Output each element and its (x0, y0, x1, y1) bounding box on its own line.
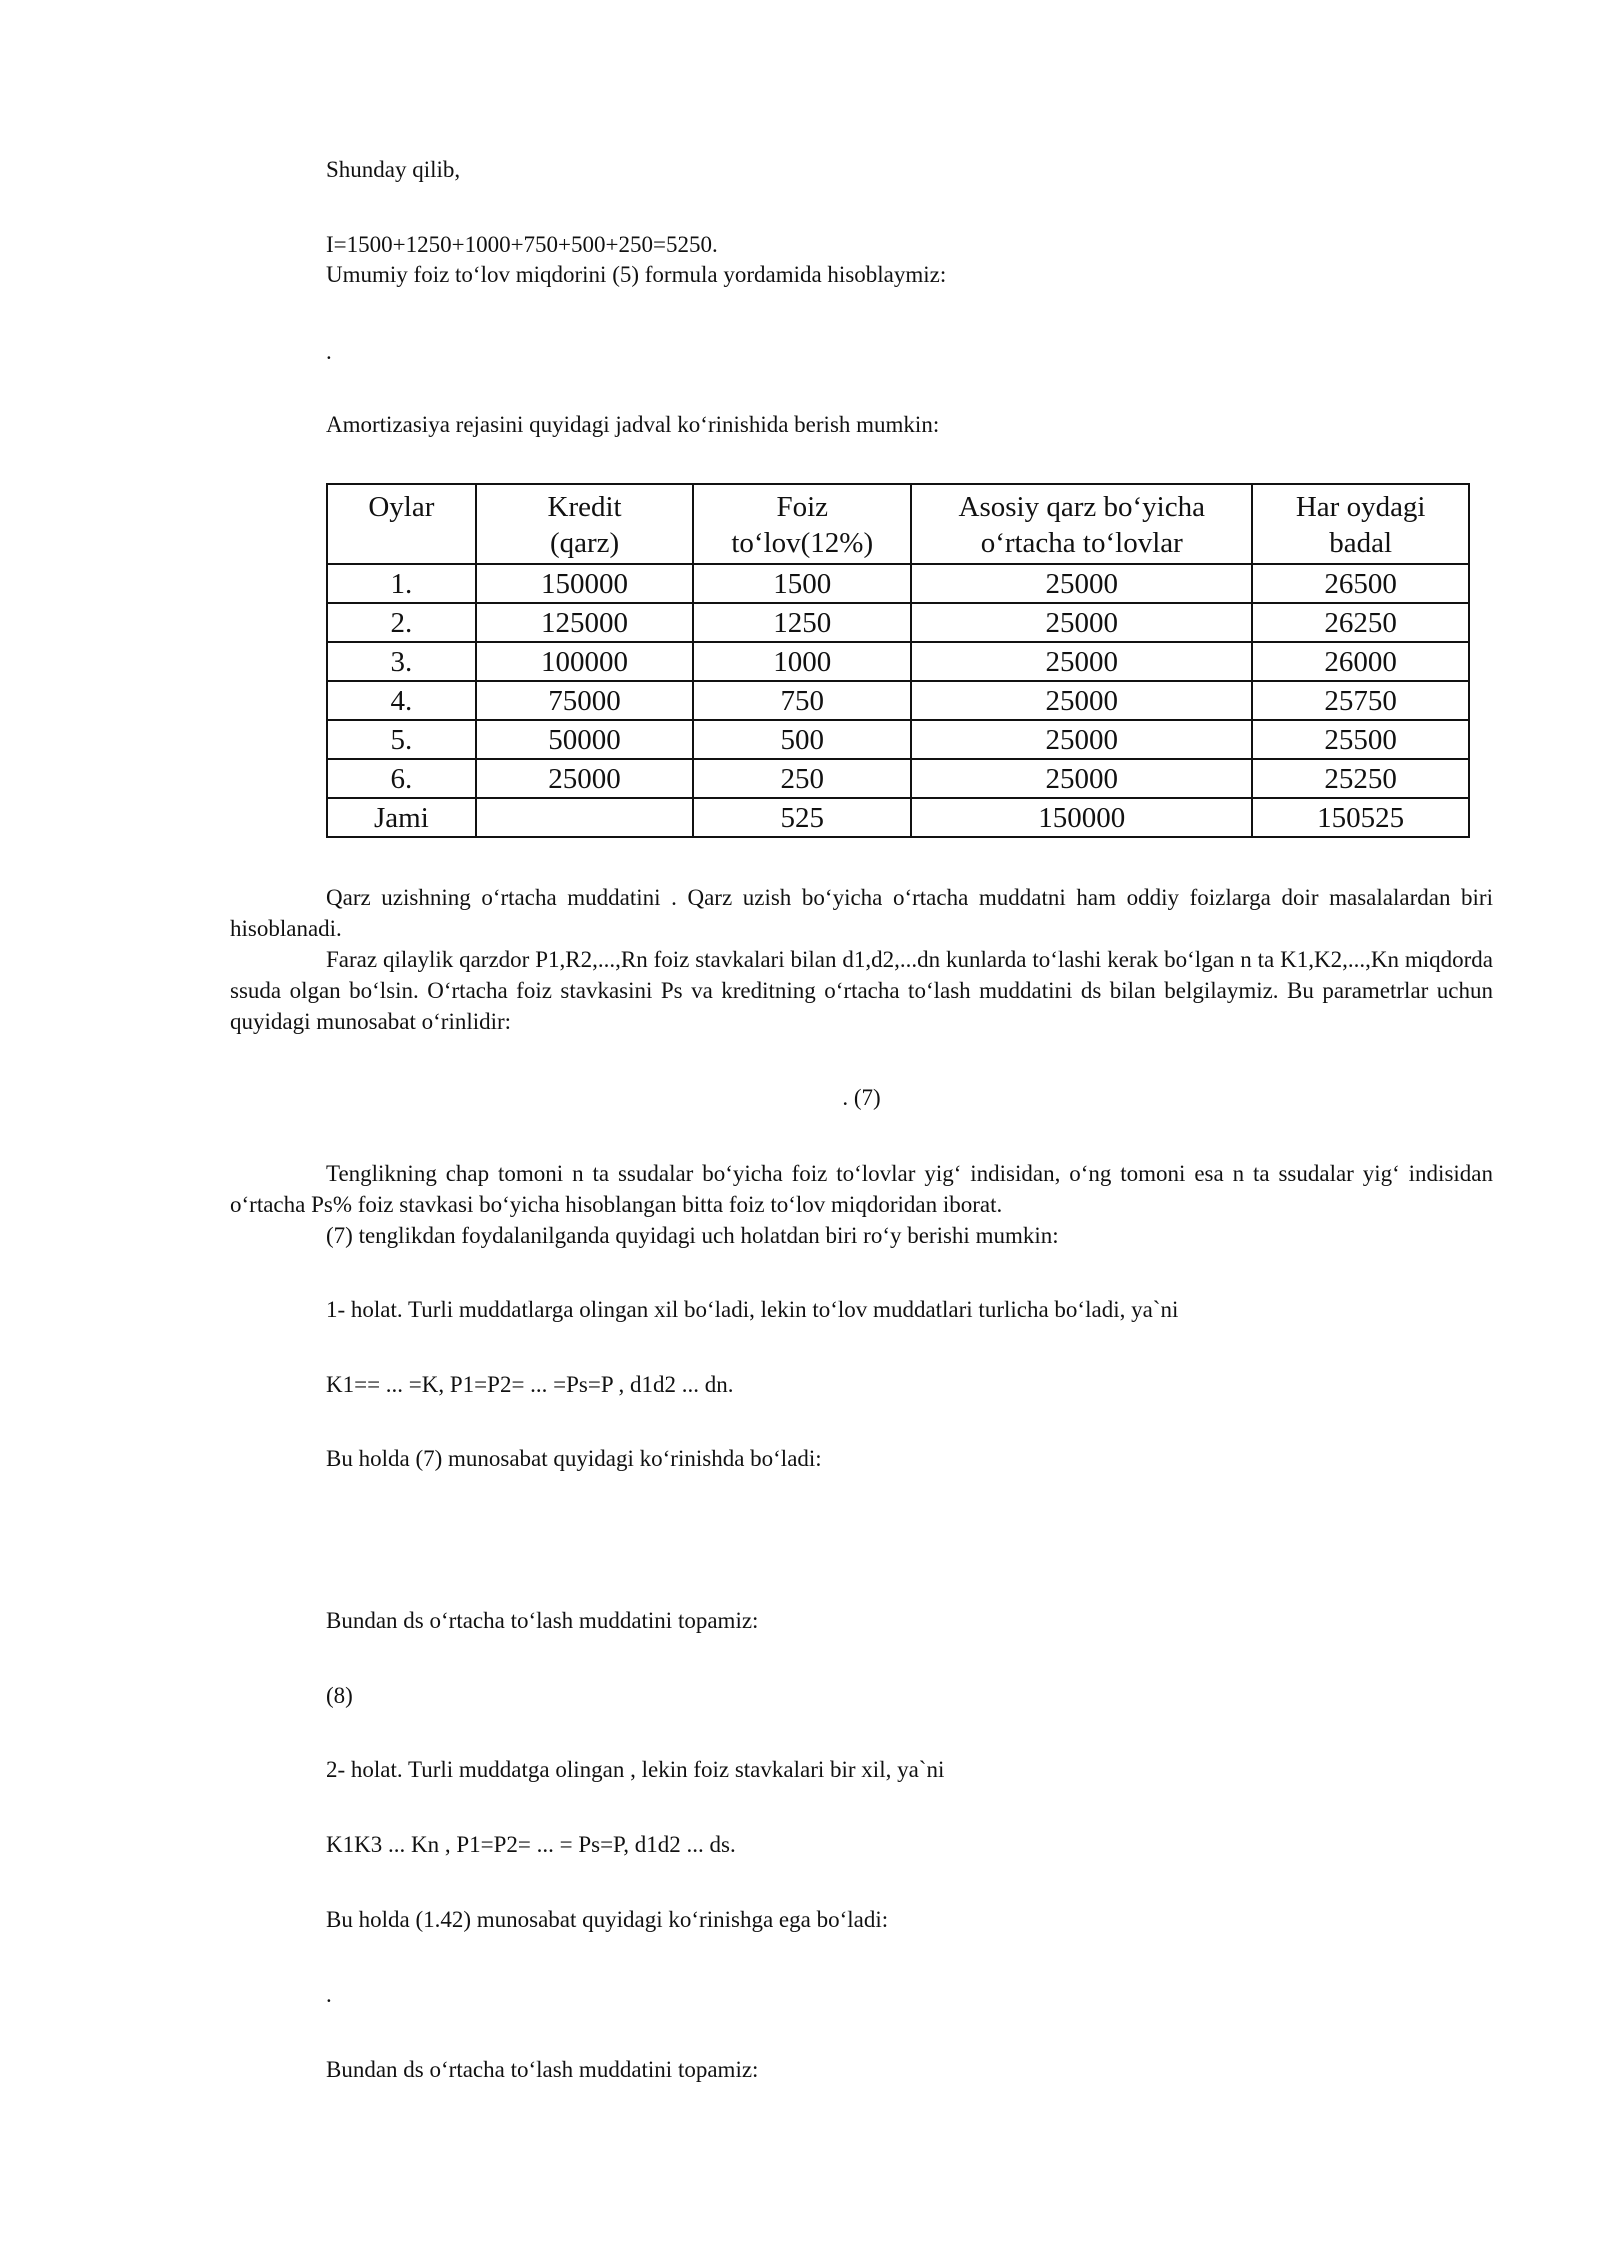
table-cell: 25000 (911, 603, 1252, 642)
table-row (327, 720, 1469, 759)
table-cell: 6. (327, 759, 476, 798)
table-cell: 50000 (476, 720, 694, 759)
table-cell: 3. (327, 642, 476, 681)
intro-text: Shunday qilib, (326, 157, 461, 182)
table-cell: 4. (327, 681, 476, 720)
table-cell: 125000 (476, 603, 694, 642)
table-cell (476, 798, 694, 837)
tenglik7-text: (7) tenglikdan foydalanilganda quyidagi uch holatdan biri ro‘y berishi mumkin: (326, 1223, 1059, 1248)
table-cell: 250 (693, 759, 911, 798)
header-har-oydagi: Har oydagi badal (1252, 484, 1469, 564)
table-cell: 1. (327, 564, 476, 603)
table-row (327, 642, 1469, 681)
table-cell: 25750 (1252, 681, 1469, 720)
table-cell: 26500 (1252, 564, 1469, 603)
equation-7-label: . (7) (842, 1085, 881, 1110)
table-cell: 150000 (476, 564, 694, 603)
table-cell: 25000 (476, 759, 694, 798)
header-foiz: Foiz to‘lov(12%) (693, 484, 911, 564)
bundan2-text: Bundan ds o‘rtacha to‘lash muddatini topamiz: (326, 2057, 759, 2082)
table-cell: 2. (327, 603, 476, 642)
table-header-row (327, 484, 1469, 564)
table-cell: 525 (693, 798, 911, 837)
tenglik-paragraph: Tenglikning chap tomoni n ta ssudalar bo‘yicha foiz to‘lovlar yig‘ indisidan, o‘ng tomoni esa n ta ssudalar yig‘ indisidan o‘rtacha Ps% foiz stavkasi bo‘yicha hisoblangan bitta foiz to‘lov miqdoridan iborat. (230, 1161, 1493, 1217)
table-cell: 150000 (911, 798, 1252, 837)
table-cell: 25000 (911, 642, 1252, 681)
amortization-table (326, 483, 1470, 838)
table-row (327, 759, 1469, 798)
table-cell: 26000 (1252, 642, 1469, 681)
formula-i: I=1500+1250+1000+750+500+250=5250. (326, 232, 718, 257)
table-cell: 25000 (911, 564, 1252, 603)
table-total-row (327, 798, 1469, 837)
umumiy-text: Umumiy foiz to‘lov miqdorini (5) formula yordamida hisoblaymiz: (326, 262, 947, 287)
holat2-text: 2- holat. Turli muddatga olingan , lekin foiz stavkalari bir xil, ya`ni (326, 1757, 945, 1782)
header-asosiy-qarz: Asosiy qarz bo‘yicha o‘rtacha to‘lovlar (911, 484, 1252, 564)
table-cell: 25500 (1252, 720, 1469, 759)
table-cell: 750 (693, 681, 911, 720)
formula-placeholder-dot-2: . (326, 1982, 332, 2007)
table-cell: 25000 (911, 720, 1252, 759)
bundan1-text: Bundan ds o‘rtacha to‘lash muddatini topamiz: (326, 1608, 759, 1633)
formula-placeholder-dot: . (326, 339, 332, 364)
header-oylar: Oylar (327, 484, 476, 564)
table-row (327, 603, 1469, 642)
table-cell: 75000 (476, 681, 694, 720)
header-kredit: Kredit (qarz) (476, 484, 694, 564)
table-cell: 500 (693, 720, 911, 759)
table-cell: 1000 (693, 642, 911, 681)
equation-8-label: (8) (326, 1683, 353, 1708)
table-cell: Jami (327, 798, 476, 837)
table-cell: 25000 (911, 759, 1252, 798)
faraz-paragraph: Faraz qilaylik qarzdor P1,R2,...,Rn foiz stavkalari bilan d1,d2,...dn kunlarda to‘lashi kerak bo‘lgan n ta K1,K2,...,Kn miqdorda ssuda olgan bo‘lsin. O‘rtacha foiz stavkasini Ps va kreditning o‘rtacha to‘lash muddatini ds bilan belgilaymiz. Bu parametrlar uchun quyidagi munosabat o‘rinlidir: (230, 947, 1493, 1034)
table-cell: 150525 (1252, 798, 1469, 837)
table-cell: 26250 (1252, 603, 1469, 642)
bu-holda2-text: Bu holda (1.42) munosabat quyidagi ko‘rinishga ega bo‘ladi: (326, 1907, 889, 1932)
table-cell: 1250 (693, 603, 911, 642)
table-cell: 25000 (911, 681, 1252, 720)
table-cell: 5. (327, 720, 476, 759)
table-cell: 1500 (693, 564, 911, 603)
table-row (327, 681, 1469, 720)
k1-formula: K1== ... =K, P1=P2= ... =Ps=P , d1d2 ... dn. (326, 1372, 734, 1397)
bu-holda1-text: Bu holda (7) munosabat quyidagi ko‘rinishda bo‘ladi: (326, 1446, 822, 1471)
table-cell: 25250 (1252, 759, 1469, 798)
k1k3-formula: K1K3 ... Kn , P1=P2= ... = Ps=P, d1d2 ... ds. (326, 1832, 736, 1857)
qarz-paragraph: Qarz uzishning o‘rtacha muddatini . Qarz uzish bo‘yicha o‘rtacha muddatni ham oddiy foizlarga doir masalalardan biri hisoblanadi. (230, 885, 1493, 941)
holat1-text: 1- holat. Turli muddatlarga olingan xil bo‘ladi, lekin to‘lov muddatlari turlicha bo‘ladi, ya`ni (326, 1297, 1179, 1322)
table-row (327, 564, 1469, 603)
amort-intro-text: Amortizasiya rejasini quyidagi jadval ko‘rinishida berish mumkin: (326, 412, 940, 437)
table-cell: 100000 (476, 642, 694, 681)
